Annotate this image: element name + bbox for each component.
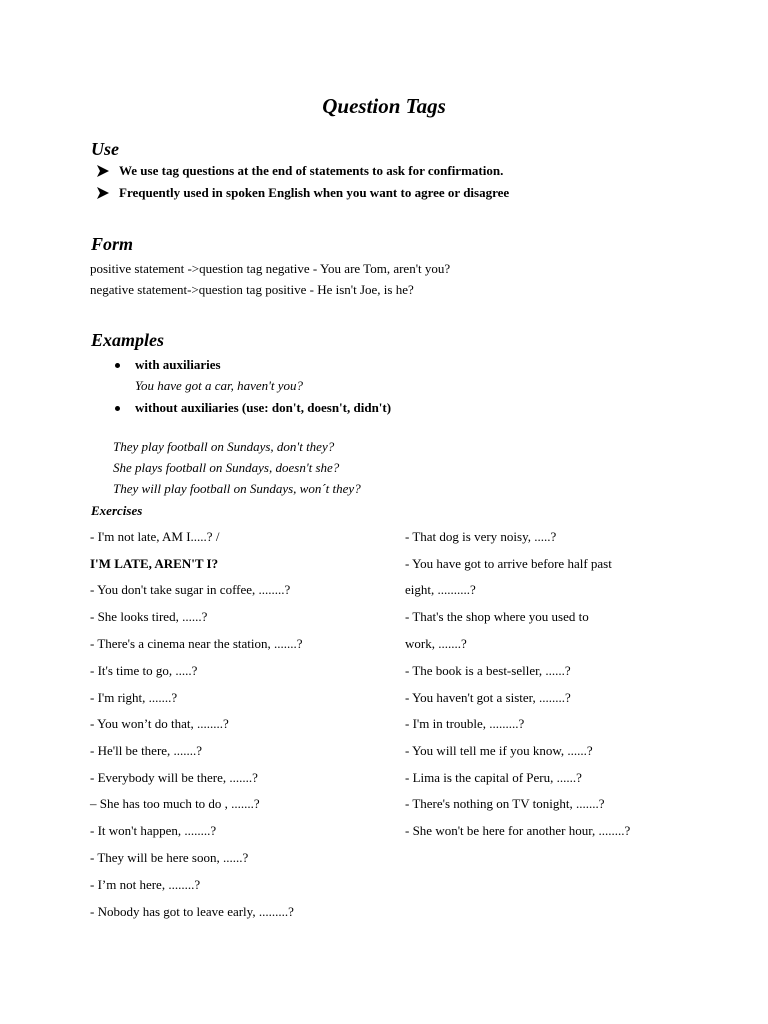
- form-line-positive: positive statement ->question tag negative - You are Tom, aren't you?: [90, 261, 451, 276]
- arrow-bullet-icon: [96, 165, 110, 177]
- exercises-heading: Exercises: [91, 503, 143, 518]
- exercise-item: - You will tell me if you know, ......?: [405, 743, 593, 758]
- exercise-item: - That dog is very noisy, .....?: [405, 529, 557, 544]
- use-heading: Use: [91, 139, 119, 159]
- exercise-item: - Lima is the capital of Peru, ......?: [405, 770, 582, 785]
- bullet-label: with auxiliaries: [135, 357, 221, 372]
- example-sentence: You have got a car, haven't you?: [135, 378, 304, 393]
- arrow-bullet-icon: [96, 187, 110, 199]
- form-heading: Form: [91, 234, 134, 254]
- exercise-item: - I'm in trouble, .........?: [405, 716, 525, 731]
- exercise-item: - She won't be here for another hour, ........?: [405, 823, 631, 838]
- use-item-2: [96, 185, 509, 201]
- exercise-item: - It's time to go, .....?: [90, 663, 198, 678]
- exercise-item-continued: work, .......?: [405, 636, 467, 651]
- exercise-item: - It won't happen, ........?: [90, 823, 217, 838]
- exercise-item: - Everybody will be there, .......?: [90, 770, 258, 785]
- use-item-text: We use tag questions at the end of statements to ask for confirmation.: [119, 163, 504, 178]
- bullet-with-auxiliaries: [115, 357, 221, 373]
- exercise-item-continued: eight, ..........?: [405, 582, 476, 597]
- example-sentence: They play football on Sundays, don't they?: [113, 439, 335, 454]
- bullet-dot-icon: [115, 406, 120, 411]
- example-sentence: They will play football on Sundays, won´t they?: [113, 481, 361, 496]
- exercise-item: – She has too much to do , .......?: [90, 796, 260, 811]
- use-item-text: Frequently used in spoken English when you want to agree or disagree: [119, 185, 510, 200]
- bullet-dot-icon: [115, 363, 120, 368]
- exercise-item: - You don't take sugar in coffee, ........?: [90, 582, 291, 597]
- example-sentence: She plays football on Sundays, doesn't she?: [113, 460, 340, 475]
- exercise-item: - You won’t do that, ........?: [90, 716, 229, 731]
- exercise-answer: I'M LATE, AREN'T I?: [90, 556, 219, 571]
- exercise-item: - They will be here soon, ......?: [90, 850, 249, 865]
- use-item-1: [96, 163, 503, 179]
- form-line-negative: negative statement->question tag positive - He isn't Joe, is he?: [90, 282, 414, 297]
- page-title: Question Tags: [322, 94, 446, 118]
- exercise-item: - I'm right, .......?: [90, 690, 178, 705]
- exercise-item: - That's the shop where you used to: [405, 609, 589, 624]
- exercise-item: - He'll be there, .......?: [90, 743, 203, 758]
- exercise-item: - I’m not here, ........?: [90, 877, 201, 892]
- exercise-item: - I'm not late, AM I.....? /: [90, 529, 220, 544]
- bullet-without-auxiliaries: [115, 400, 391, 416]
- exercise-item: - You haven't got a sister, ........?: [405, 690, 571, 705]
- exercise-item: - The book is a best-seller, ......?: [405, 663, 571, 678]
- exercise-item: - Nobody has got to leave early, .........?: [90, 904, 294, 919]
- exercise-item: - There's a cinema near the station, .......?: [90, 636, 303, 651]
- examples-heading: Examples: [91, 330, 165, 350]
- exercise-item: - You have got to arrive before half past: [405, 556, 612, 571]
- bullet-label: without auxiliaries (use: don't, doesn't, didn't): [135, 400, 392, 415]
- exercise-item: - There's nothing on TV tonight, .......?: [405, 796, 605, 811]
- exercise-item: - She looks tired, ......?: [90, 609, 208, 624]
